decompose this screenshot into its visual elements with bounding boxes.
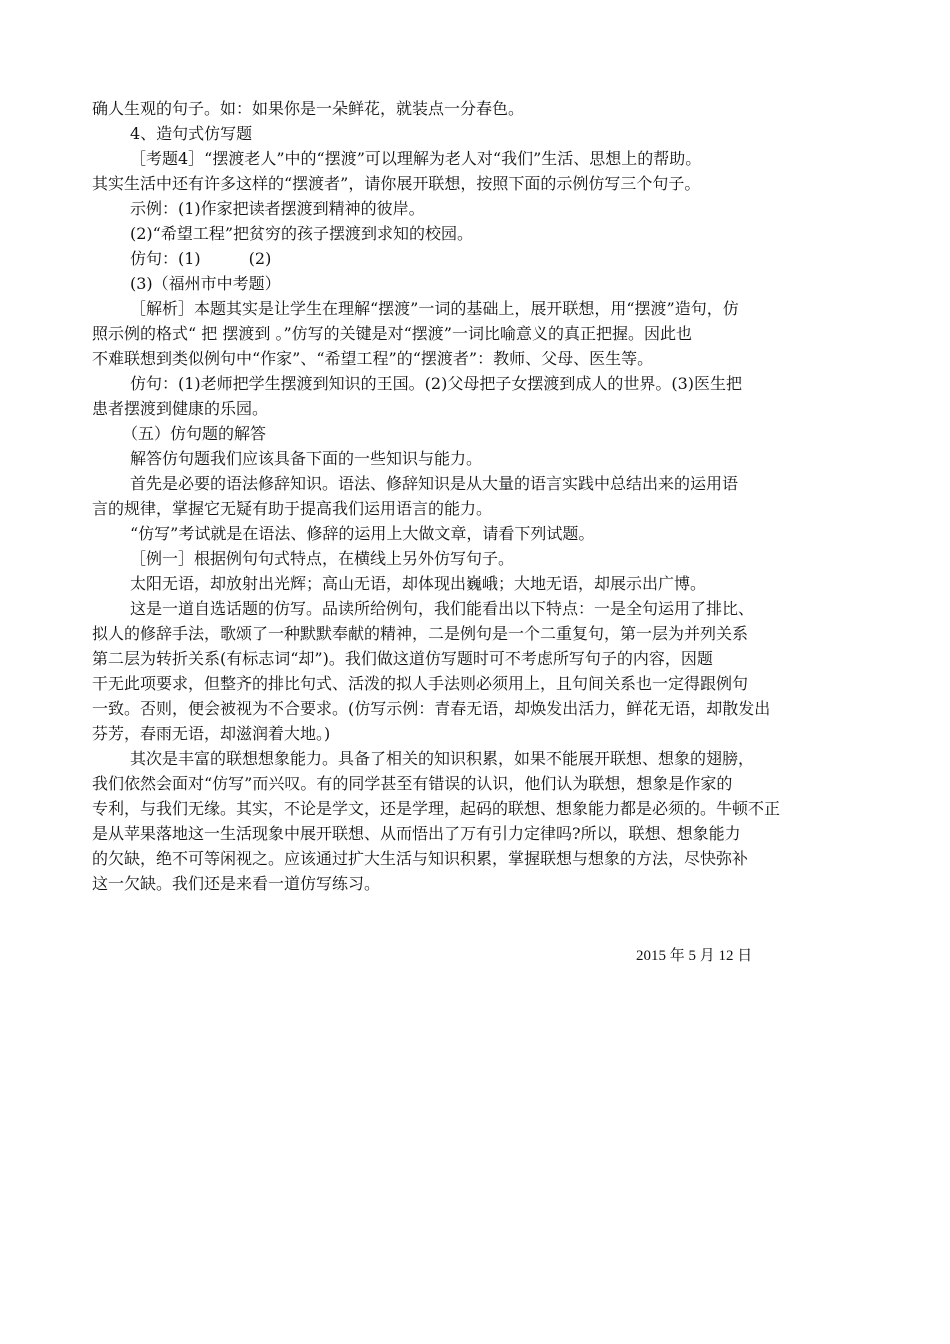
document-date: 2015 年 5 月 12 日 bbox=[636, 948, 753, 964]
text-line: 拟人的修辞手法，歌颂了一种默默奉献的精神，二是例句是一个二重复句，第一层为并列关系 bbox=[92, 624, 749, 643]
text-line: 芬芳，春雨无语，却滋润着大地。) bbox=[92, 724, 331, 743]
text-line: 我们依然会面对“仿写”而兴叹。有的同学甚至有错误的认识，他们认为联想，想象是作家的 bbox=[92, 774, 733, 793]
text-line: 这一欠缺。我们还是来看一道仿写练习。 bbox=[92, 874, 381, 893]
text-line: 的欠缺，绝不可等闲视之。应该通过扩大生活与知识积累，掌握联想与想象的方法，尽快弥补 bbox=[92, 849, 749, 868]
text-line: 言的规律，掌握它无疑有助于提高我们运用语言的能力。 bbox=[92, 499, 493, 518]
text-line: 仿句：(1) (2) bbox=[130, 249, 272, 268]
text-line: 第二层为转折关系(有标志词“却”)。我们做这道仿写题时可不考虑所写句子的内容，因题 bbox=[92, 649, 713, 668]
text-line: 解答仿句题我们应该具备下面的一些知识与能力。 bbox=[130, 449, 483, 468]
text-line: 专利，与我们无缘。其实，不论是学文，还是学理，起码的联想、想象能力都是必须的。牛顿不正 bbox=[92, 799, 781, 818]
document-body bbox=[92, 96, 862, 896]
text-line: 确人生观的句子。如：如果你是一朵鲜花，就装点一分春色。 bbox=[92, 99, 525, 118]
text-line: (3)（福州市中考题） bbox=[130, 274, 281, 293]
text-line: 其实生活中还有许多这样的“摆渡者”，请你展开联想，按照下面的示例仿写三个句子。 bbox=[92, 174, 701, 193]
text-line: “仿写”考试就是在语法、修辞的运用上大做文章，请看下列试题。 bbox=[130, 524, 595, 543]
text-line: 照示例的格式“ 把 摆渡到 。”仿写的关键是对“摆渡”一词比喻意义的真正把握。因此也 bbox=[92, 324, 692, 343]
text-line: 仿句：(1)老师把学生摆渡到知识的王国。(2)父母把子女摆渡到成人的世界。(3)医生把 bbox=[130, 374, 742, 393]
text-line: 不难联想到类似例句中“作家”、“希望工程”的“摆渡者”：教师、父母、医生等。 bbox=[92, 349, 654, 368]
text-line: 4、造句式仿写题 bbox=[130, 124, 253, 143]
text-line: ［例一］根据例句句式特点，在横线上另外仿写句子。 bbox=[130, 549, 515, 568]
text-line: 干无此项要求，但整齐的排比句式、活泼的拟人手法则必须用上，且句间关系也一定得跟例句 bbox=[92, 674, 749, 693]
text-line: 首先是必要的语法修辞知识。语法、修辞知识是从大量的语言实践中总结出来的运用语 bbox=[130, 474, 739, 493]
text-line: 这是一道自选话题的仿写。品读所给例句，我们能看出以下特点：一是全句运用了排比、 bbox=[130, 599, 755, 618]
text-line: ［解析］本题其实是让学生在理解“摆渡”一词的基础上，展开联想，用“摆渡”造句，仿 bbox=[130, 299, 739, 318]
text-line: 太阳无语，却放射出光辉；高山无语，却体现出巍峨；大地无语，却展示出广博。 bbox=[130, 574, 707, 593]
text-line: (2)“希望工程”把贫穷的孩子摆渡到求知的校园。 bbox=[130, 224, 474, 243]
text-line: 其次是丰富的联想想象能力。具备了相关的知识积累，如果不能展开联想、想象的翅膀， bbox=[130, 749, 755, 768]
text-line: 一致。否则，便会被视为不合要求。(仿写示例：青春无语，却焕发出活力，鲜花无语，却散发出 bbox=[92, 699, 771, 718]
text-line: （五）仿句题的解答 bbox=[122, 424, 267, 443]
text-line: ［考题4］“摆渡老人”中的“摆渡”可以理解为老人对“我们”生活、思想上的帮助。 bbox=[130, 149, 702, 168]
text-line: 是从苹果落地这一生活现象中展开联想、从而悟出了万有引力定律吗?所以，联想、想象能力 bbox=[92, 824, 741, 843]
text-line: 示例：(1)作家把读者摆渡到精神的彼岸。 bbox=[130, 199, 425, 218]
text-line: 患者摆渡到健康的乐园。 bbox=[92, 399, 269, 418]
